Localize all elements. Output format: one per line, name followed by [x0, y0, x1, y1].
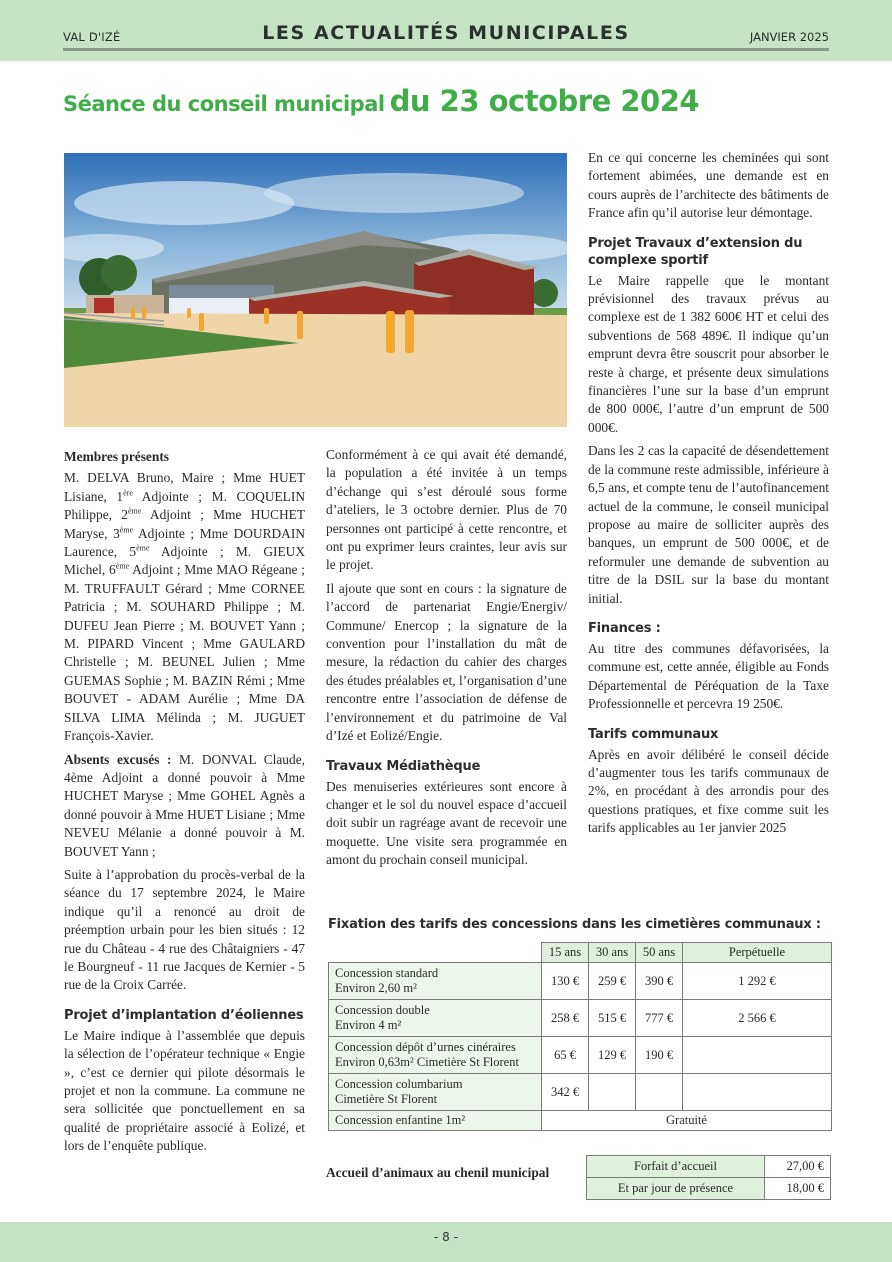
header-15-years: 15 ans [542, 943, 589, 963]
table-row: Et par jour de présence 18,00 € [587, 1178, 831, 1200]
absents-text: M. DONVAL Claude, 4ème Adjoint a donné pouvoir à Mme HUCHET Maryse ; Mme GOHEL Agnès a donné pouvoir à Mme HUET Lisiane ; Mme NEVEU Mélanie a donné pouvoir à M. BOUVET Yann ; [64, 751, 305, 859]
members-present-list: M. DELVA Bruno, Maire ; Mme HUET Lisiane, 1ère Adjointe ; M. COQUELIN Philippe, 2ème Adjoint ; Mme HUCHET Maryse, 3ème Adjointe ; Mme DOURDAIN Laurence, 5ème Adjointe ; M. GIEUX Michel, 6ème Adjoint ; Mme MAO Régeane ; M. TRUFFAULT Gérard ; Mme CORNEE Patricia ; M. SOUHARD Philippe ; M. DUFEU Jean Pierre ; M. BOUVET Yann ; M. PIPARD Vincent ; Mme GAULARD Christelle ; M. BEUNEL Julien ; Mme GUEMAS Sophie ; M. BAZIN Rémi ; Mme BOUVET - ADAM Aurélie ; Mme DA SILVA LIMA Mélinda ; M. JUGUET François-Xavier. [64, 470, 306, 744]
table-row: Forfait d’accueil 27,00 € [587, 1156, 831, 1178]
header-commune: VAL D'IZÉ [63, 30, 121, 44]
row-label: Concession dépôt d’urnes cinéraires Environ 0,63m² Cimetière St Florent [329, 1037, 542, 1074]
tarifs-paragraph: Après en avoir délibéré le conseil décide d’augmenter tous les tarifs communaux de 2%, en procédant à des arrondis pour des questions pratiques, et fixe comme suit les tarifs applicables au 1er janvier 2025 [588, 746, 829, 836]
chimneys-paragraph: En ce qui concerne les cheminées qui sont fortement abimées, une demande est en cours auprès de l’architecte des bâtiments de France afin qu’il autorise leur démontage. [588, 150, 829, 221]
sports-complex-rendering [64, 153, 567, 427]
header-perpetual: Perpétuelle [683, 943, 832, 963]
table-row: Concession dépôt d’urnes cinéraires Environ 0,63m² Cimetière St Florent 65 € 129 € 190 € [329, 1037, 832, 1074]
column-middle [326, 446, 567, 875]
table-row: Concession columbarium Cimetière St Florent 342 € [329, 1074, 832, 1111]
column-left [64, 448, 305, 1161]
page-title-part1: Séance du conseil municipal [63, 92, 385, 116]
consultation-paragraph: Conformément à ce qui avait été demandé, la population a été invitée à un temps d’échange qui s’est déroulé sous forme d’ateliers, le 3 octobre dernier. Plus de 70 personnes ont participé à cette rencontre, et ont pu exprimer leurs craintes, leur avis sur le projet. [326, 447, 567, 573]
mediatheque-heading: Travaux Médiathèque [326, 758, 481, 774]
table-row [329, 1111, 832, 1131]
sports-complex-paragraph-1: Le Maire rappelle que le montant prévisionnel des travaux prévus au complexe est de 1 382 600€ HT et celui des subventions de 568 489€. Il indique qu’un emprunt devra être souscrit pour absorber le reste à charge, et présente deux simulations financières l’une sur la base d’un emprunt de 800 000€, l’autre d’un emprunt de 500 000€. [588, 272, 829, 435]
kennel-label: Accueil d’animaux au chenil municipal [326, 1165, 550, 1180]
header-50-years: 50 ans [636, 943, 683, 963]
sports-complex-paragraph-2: Dans les 2 cas la capacité de désendettement de la commune reste admissible, inférieure à 6,5 ans, et compte tenu de l’autofinancement actuel de la commune, le conseil municipal propose au maire de solliciter auprès des banques, un emprunt de 500 000€, et de reformuler une demande de subvention au titre de la DSIL sur la base du montant initial. [588, 443, 829, 606]
table-row: Concession double Environ 4 m² 258 € 515 € 777 € 2 566 € [329, 1000, 832, 1037]
preemption-paragraph: Suite à l’approbation du procès-verbal de la séance du 17 septembre 2024, le Maire indique qu’il a renoncé au droit de préemption urbain pour les bien situés : 12 rue du Château - 4 rue des Châtaigniers - 47 le Bourgneuf - 11 rue Jacques de Kernier - 5 rue de la Croix Carrée. [64, 866, 305, 993]
header-issue-date: JANVIER 2025 [749, 30, 829, 44]
finances-heading: Finances : [588, 620, 661, 636]
kennel-tariffs-table [586, 1155, 831, 1200]
table-row: Concession standard Environ 2,60 m² 130 € 259 € 390 € 1 292 € [329, 963, 832, 1000]
header-publication-title: LES ACTUALITÉS MUNICIPALES [262, 22, 630, 44]
row-label: Concession columbarium Cimetière St Florent [329, 1074, 542, 1111]
mediatheque-paragraph: Des menuiseries extérieures sont encore à changer et le sol du nouvel espace d’accueil doit subir un ragréage avant de recevoir une moquette. Une visite sera programmée en amont du prochain conseil municipal. [326, 778, 567, 868]
tarifs-heading: Tarifs communaux [588, 726, 719, 742]
eoliennes-paragraph: Le Maire indique à l’assemblée que depuis la sélection de l’opérateur technique « Engie », c’est ce dernier qui pilote désormais le projet et non la commune. La commune ne sera sollicitée que ponctuellement en sa qualité de propriétaire associé à Eolizé, et lors de l’enquête publique. [64, 1027, 305, 1154]
row-label: Concession enfantine 1m² [329, 1111, 542, 1131]
page-title [63, 84, 699, 118]
sports-complex-illustration-icon [64, 153, 567, 427]
header-30-years: 30 ans [589, 943, 636, 963]
page-title-part2: du 23 octobre 2024 [389, 84, 700, 118]
sports-complex-heading: Projet Travaux d’extension du complexe sportif [588, 235, 803, 268]
enfantine-value: Gratuité [542, 1111, 832, 1131]
table-header-row [329, 943, 832, 963]
cemetery-table-title: Fixation des tarifs des concessions dans les cimetières communaux : [328, 917, 821, 932]
cemetery-tariffs-table [328, 942, 832, 1131]
row-label: Concession standard Environ 2,60 m² [329, 963, 542, 1000]
finances-paragraph: Au titre des communes défavorisées, la commune est, cette année, éligible au Fonds Départemental de Péréquation de la Taxe Professionnelle et percevra 19 250€. [588, 640, 829, 712]
column-right [588, 149, 829, 843]
members-present-heading: Membres présents [64, 449, 169, 464]
absents-paragraph [64, 751, 305, 861]
page-number: - 8 - [434, 1230, 458, 1244]
running-header [63, 24, 829, 51]
absents-label: Absents excusés : [64, 751, 172, 767]
eoliennes-heading: Projet d’implantation d’éoliennes [64, 1007, 304, 1023]
row-label: Concession double Environ 4 m² [329, 1000, 542, 1037]
ongoing-actions-paragraph: Il ajoute que sont en cours : la signature de l’accord de partenariat Engie/Energiv/ Commune/ Enercop ; la signature de la convention pour l’installation du mât de mesure, la rédaction du cahier des charges des études préalables et, l’organisation d’une rencontre entre l’association de défense de l’environnement et du patrimoine de Val d’Izé et Eolizé/Engie. [326, 580, 567, 744]
